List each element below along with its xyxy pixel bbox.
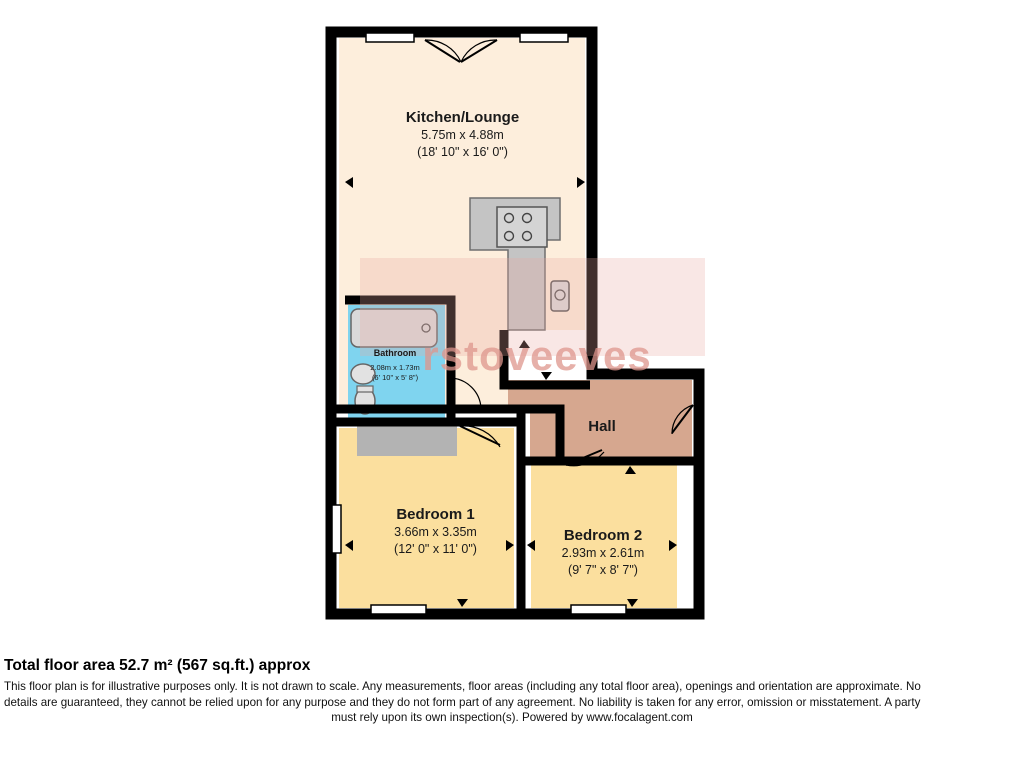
disclaimer-line-2: details are guaranteed, they cannot be relied upon for any purpose and they do not form part of any agreement. No liability is taken for any error, omission or misstatement. A party	[4, 695, 921, 709]
room-dim-metric: 2.08m x 1.73m	[370, 363, 420, 372]
dimension-arrow	[541, 372, 552, 380]
toilet-cistern-icon	[357, 386, 373, 392]
sink-icon	[551, 281, 569, 311]
disclaimer-line-3: must rely upon its own inspection(s). Powered by www.focalagent.com	[331, 711, 693, 724]
disclaimer	[0, 679, 1024, 726]
window	[366, 33, 414, 42]
room-dim-imperial: (12' 0" x 11' 0")	[394, 542, 477, 556]
bedroom-2-fill	[531, 465, 677, 608]
room-name: Hall	[588, 418, 616, 435]
window	[520, 33, 568, 42]
room-name: Bedroom 2	[563, 527, 643, 544]
window	[371, 605, 426, 614]
room-dim-imperial: (9' 7" x 8' 7")	[568, 563, 638, 577]
hob-icon	[497, 207, 547, 247]
window	[332, 505, 341, 553]
room-name: Kitchen/Lounge	[405, 109, 520, 126]
disclaimer-line-1: This floor plan is for illustrative purposes only. It is not drawn to scale. Any measurements, floor areas (including any total floor area), openings and orientation are approximate. No	[4, 680, 921, 693]
room-dim-metric: 5.75m x 4.88m	[421, 128, 504, 142]
bathtub-icon	[351, 309, 437, 347]
room-dim-metric: 2.93m x 2.61m	[561, 546, 645, 560]
room-dim-metric: 3.66m x 3.35m	[394, 525, 477, 539]
room-dim-imperial: (18' 10" x 16' 0")	[417, 145, 508, 159]
room-name: Bedroom 1	[396, 506, 475, 523]
total-floor-area: Total floor area 52.7 m² (567 sq.ft.) approx	[4, 657, 311, 674]
room-dim-imperial: (6' 10" x 5' 8")	[371, 373, 419, 382]
dimension-arrow	[519, 340, 530, 348]
window	[571, 605, 626, 614]
watermark-text: rstoveeves	[422, 332, 652, 379]
sink-basin-icon	[351, 364, 375, 384]
footer	[0, 655, 1024, 726]
room-name: Bathroom	[373, 348, 417, 358]
